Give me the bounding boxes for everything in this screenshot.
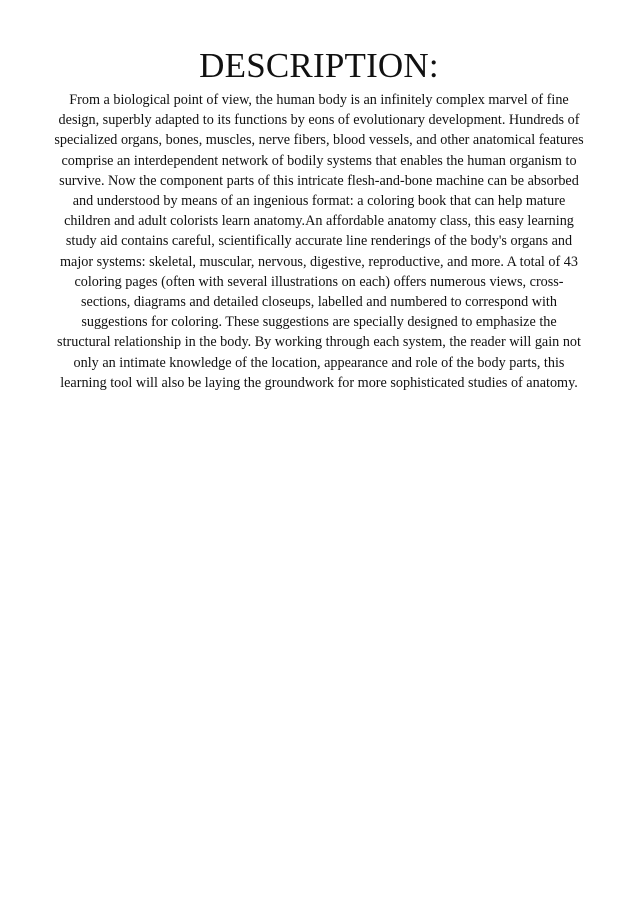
paragraph-line: children and adult colorists learn anatomy.An affordable anatomy class, this easy learning bbox=[64, 213, 574, 230]
paragraph-line: survive. Now the component parts of this intricate flesh-and-bone machine can be absorbed bbox=[59, 172, 579, 189]
paragraph-line: study aid contains careful, scientifically accurate line renderings of the body's organs and bbox=[65, 233, 573, 250]
paragraph-line: learning tool will also be laying the groundwork for more sophisticated studies of anatomy. bbox=[60, 374, 578, 391]
paragraph-line: and understood by means of an ingenious format: a coloring book that can help mature bbox=[72, 193, 566, 210]
paragraph-line: major systems: skeletal, muscular, nervous, digestive, reproductive, and more. A total of 43 bbox=[60, 253, 578, 270]
paragraph-line: sections, diagrams and detailed closeups, labelled and numbered to correspond with bbox=[81, 294, 557, 311]
page-title: DESCRIPTION: bbox=[199, 46, 439, 85]
paragraph-line: structural relationship in the body. By working through each system, the reader will gain not bbox=[57, 334, 581, 351]
paragraph-line: coloring pages (often with several illustrations on each) offers numerous views, cross- bbox=[74, 273, 564, 290]
paragraph-line: comprise an interdependent network of bodily systems that enables the human organism to bbox=[61, 152, 577, 169]
description-paragraph bbox=[30, 90, 608, 393]
paragraph-line: specialized organs, bones, muscles, nerve fibers, blood vessels, and other anatomical features bbox=[54, 132, 584, 149]
paragraph-line: From a biological point of view, the human body is an infinitely complex marvel of fine bbox=[69, 92, 569, 108]
paragraph-line: suggestions for coloring. These suggestions are specially designed to emphasize the bbox=[81, 314, 557, 331]
paragraph-line: design, superbly adapted to its functions by eons of evolutionary development. Hundreds of bbox=[58, 112, 580, 129]
paragraph-line: only an intimate knowledge of the location, appearance and role of the body parts, this bbox=[73, 354, 565, 371]
